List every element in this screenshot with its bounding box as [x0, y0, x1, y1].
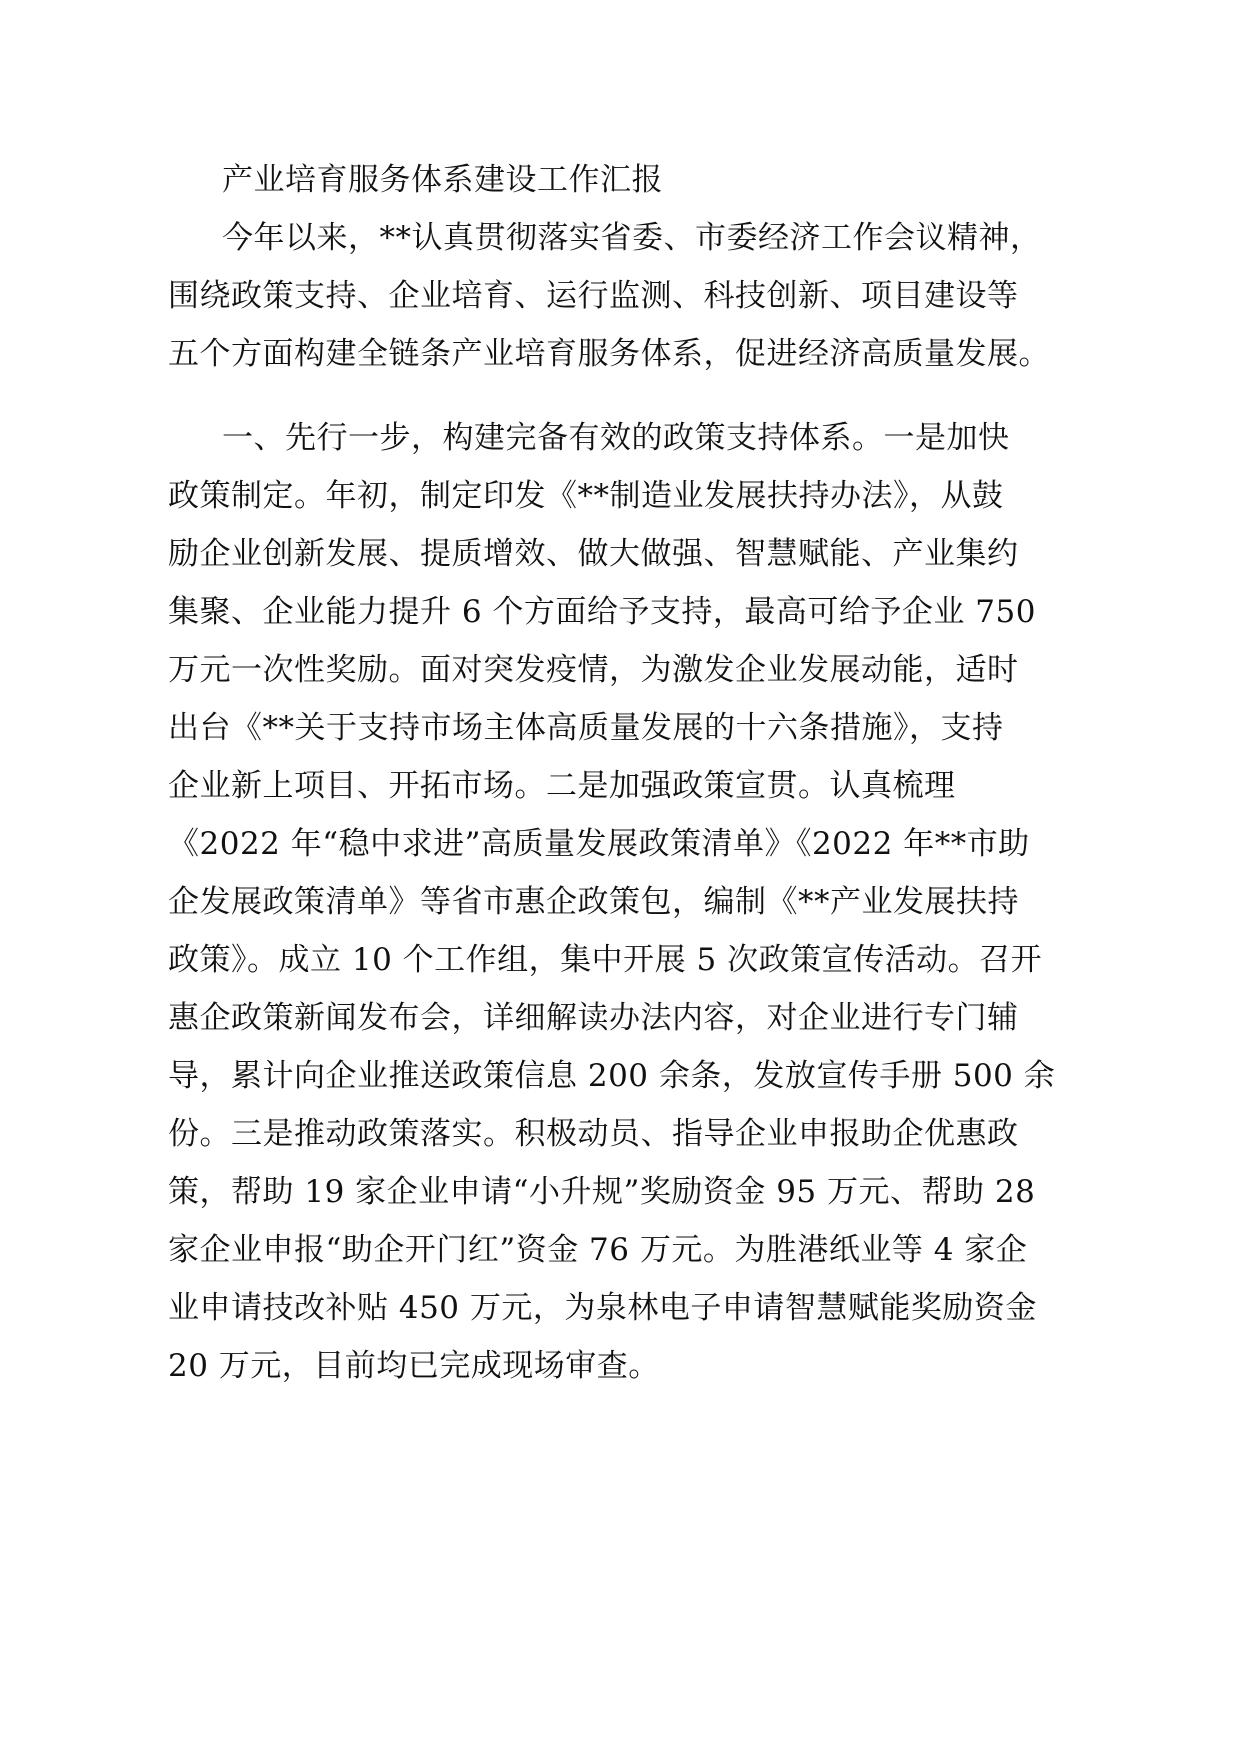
paragraph-2-line-14: 策，帮助 19 家企业申请“小升规”奖励资金 95 万元、帮助 28	[168, 1174, 1036, 1210]
paragraph-2-line-3: 励企业创新发展、提质增效、做大做强、智慧赋能、产业集约	[168, 536, 1019, 572]
paragraph-2-line-5: 万元一次性奖励。面对突发疫情，为激发企业发展动能，适时	[168, 652, 1019, 688]
paragraph-2-line-6: 出台《**关于支持市场主体高质量发展的十六条措施》，支持	[168, 710, 1004, 746]
paragraph-2-line-13: 份。三是推动政策落实。积极动员、指导企业申报助企优惠政	[168, 1116, 1019, 1152]
paragraph-1-line-3: 五个方面构建全链条产业培育服务体系，促进经济高质量发展。	[168, 336, 1050, 372]
paragraph-1-line-2: 围绕政策支持、企业培育、运行监测、科技创新、项目建设等	[168, 278, 1019, 314]
paragraph-2-line-17: 20 万元，目前均已完成现场审查。	[168, 1348, 660, 1384]
paragraph-2-line-12: 导，累计向企业推送政策信息 200 余条，发放宣传手册 500 余	[168, 1058, 1056, 1094]
paragraph-2-line-16: 业申请技改补贴 450 万元，为泉林电子申请智慧赋能奖励资金	[168, 1290, 1037, 1326]
paragraph-2-line-8: 《2022 年“稳中求进”高质量发展政策清单》《2022 年**市助	[168, 826, 1030, 862]
paragraph-2-line-1: 一、先行一步，构建完备有效的政策支持体系。一是加快	[222, 420, 1010, 456]
paragraph-2-line-11: 惠企政策新闻发布会，详细解读办法内容，对企业进行专门辅	[168, 1000, 1019, 1036]
paragraph-2-line-4: 集聚、企业能力提升 6 个方面给予支持，最高可给予企业 750	[168, 594, 1036, 630]
paragraph-1-line-1: 今年以来，**认真贯彻落实省委、市委经济工作会议精神，	[222, 220, 1042, 256]
document-title: 产业培育服务体系建设工作汇报	[222, 162, 663, 198]
paragraph-2-line-2: 政策制定。年初，制定印发《**制造业发展扶持办法》，从鼓	[168, 478, 1004, 514]
paragraph-2-line-7: 企业新上项目、开拓市场。二是加强政策宣贯。认真梳理	[168, 768, 956, 804]
paragraph-2-line-15: 家企业申报“助企开门红”资金 76 万元。为胜港纸业等 4 家企	[168, 1232, 1028, 1268]
paragraph-2-line-10: 政策》。成立 10 个工作组，集中开展 5 次政策宣传活动。召开	[168, 942, 1043, 978]
paragraph-2-line-9: 企发展政策清单》等省市惠企政策包，编制《**产业发展扶持	[168, 884, 1019, 920]
